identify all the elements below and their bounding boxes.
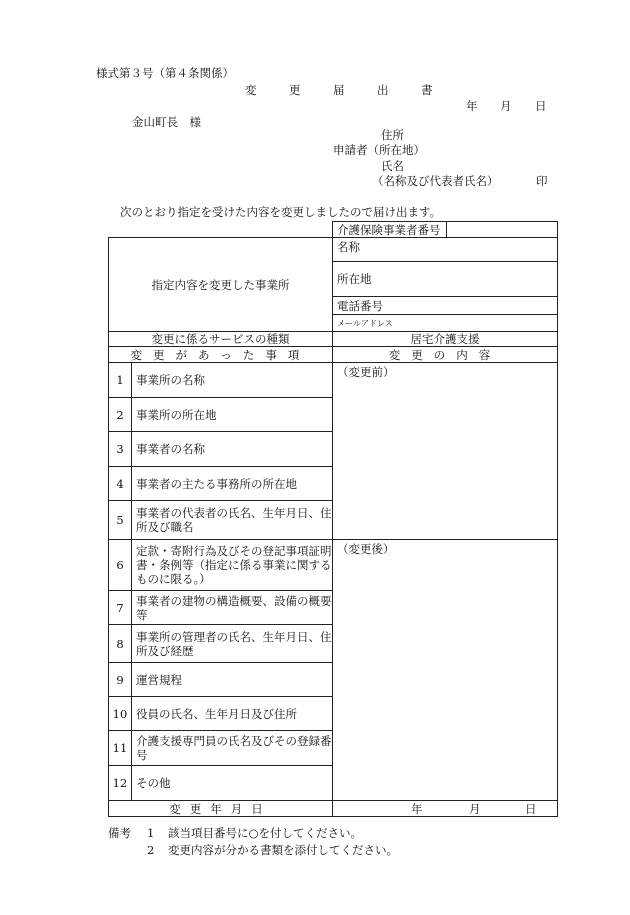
items-header: 変更があった事項 (109, 347, 333, 363)
item-text: 介護支援専門員の氏名及びその登録番号 (132, 731, 333, 766)
item-number[interactable]: 6 (109, 540, 132, 591)
item-text: 定款・寄附行為及びその登記事項証明書・条例等（指定に係る事業に関するものに限る。） (132, 540, 333, 591)
item-text: 事業者の代表者の氏名、生年月日、住所及び職名 (132, 501, 333, 540)
item-text: 事業所の所在地 (132, 398, 333, 432)
change-date-label: 変更年月日 (109, 801, 333, 817)
after-label: （変更後） (337, 542, 395, 556)
office-phone-label: 電話番号 (337, 298, 383, 313)
content-header: 変更の内容 (333, 347, 558, 363)
title-char-2: 更 (289, 83, 301, 97)
item-number[interactable]: 10 (109, 697, 132, 731)
item-text: その他 (132, 766, 333, 801)
applicant-name-sub: （名称及び代表者氏名） (372, 174, 499, 188)
title-char-5: 書 (421, 83, 433, 97)
form-number: 様式第３号（第４条関係） (96, 66, 234, 80)
item-number[interactable]: 5 (109, 501, 132, 540)
office-name-field[interactable] (333, 238, 558, 262)
notes-label: 備考 (108, 826, 131, 840)
office-phone-field[interactable] (333, 297, 558, 315)
date-month: 月 (500, 99, 512, 113)
seal-mark: 印 (536, 174, 548, 188)
title-char-1: 変 (245, 83, 257, 97)
item-number[interactable]: 8 (109, 625, 132, 663)
item-text: 事業者の建物の構造概要、設備の概要等 (132, 591, 333, 625)
item-number[interactable]: 11 (109, 731, 132, 766)
applicant-label: 申請者（所在地） (333, 143, 425, 157)
office-email-field[interactable] (333, 315, 558, 332)
content-after-field[interactable] (333, 540, 558, 801)
addressee: 金山町長 様 (132, 115, 201, 129)
office-email-label: メールアドレス (337, 319, 393, 328)
office-name-label: 名称 (337, 240, 360, 254)
note-number: 1 (147, 826, 155, 840)
insurer-number-label: 介護保険事業者番号 (333, 222, 447, 238)
title-char-3: 届 (333, 83, 345, 97)
change-notification-table (108, 221, 558, 817)
item-number[interactable]: 12 (109, 766, 132, 801)
item-number[interactable]: 7 (109, 591, 132, 625)
note-text: 変更内容が分かる書類を添付してください。 (168, 843, 398, 857)
change-date-day: 日 (525, 802, 537, 816)
date-day: 日 (535, 99, 547, 113)
item-text: 運営規程 (132, 663, 333, 697)
blank-corner (109, 222, 333, 238)
applicant-name-label: 氏名 (381, 159, 404, 173)
item-text: 事業所の管理者の氏名、生年月日、住所及び経歴 (132, 625, 333, 663)
item-number[interactable]: 9 (109, 663, 132, 697)
change-date-year: 年 (411, 802, 423, 816)
item-text: 役員の氏名、生年月日及び住所 (132, 697, 333, 731)
date-year: 年 (466, 99, 478, 113)
item-text: 事業者の主たる事務所の所在地 (132, 467, 333, 501)
content-before-field[interactable] (333, 363, 558, 540)
service-type-label: 変更に係るサービスの種類 (109, 332, 333, 347)
change-date-month: 月 (469, 802, 481, 816)
document-title (245, 83, 433, 97)
title-char-4: 出 (377, 83, 389, 97)
before-label: （変更前） (337, 365, 395, 379)
office-address-field[interactable] (333, 262, 558, 297)
service-type-value: 居宅介護支援 (333, 332, 558, 347)
changed-office-label: 指定内容を変更した事業所 (109, 238, 333, 332)
item-number[interactable]: 3 (109, 432, 132, 467)
insurer-number-boxes[interactable] (447, 222, 558, 238)
note-number: 2 (147, 843, 155, 857)
item-number[interactable]: 1 (109, 363, 132, 398)
item-number[interactable]: 2 (109, 398, 132, 432)
intro-text: 次のとおり指定を受けた内容を変更しましたので届け出ます。 (120, 205, 442, 219)
item-text: 事業所の名称 (132, 363, 333, 398)
applicant-address-label: 住所 (381, 128, 404, 142)
item-number[interactable]: 4 (109, 467, 132, 501)
item-text: 事業者の名称 (132, 432, 333, 467)
change-date-field[interactable] (333, 801, 558, 817)
office-address-label: 所在地 (337, 272, 372, 286)
note-text: 該当項目番号に○を付してください。 (168, 826, 363, 840)
